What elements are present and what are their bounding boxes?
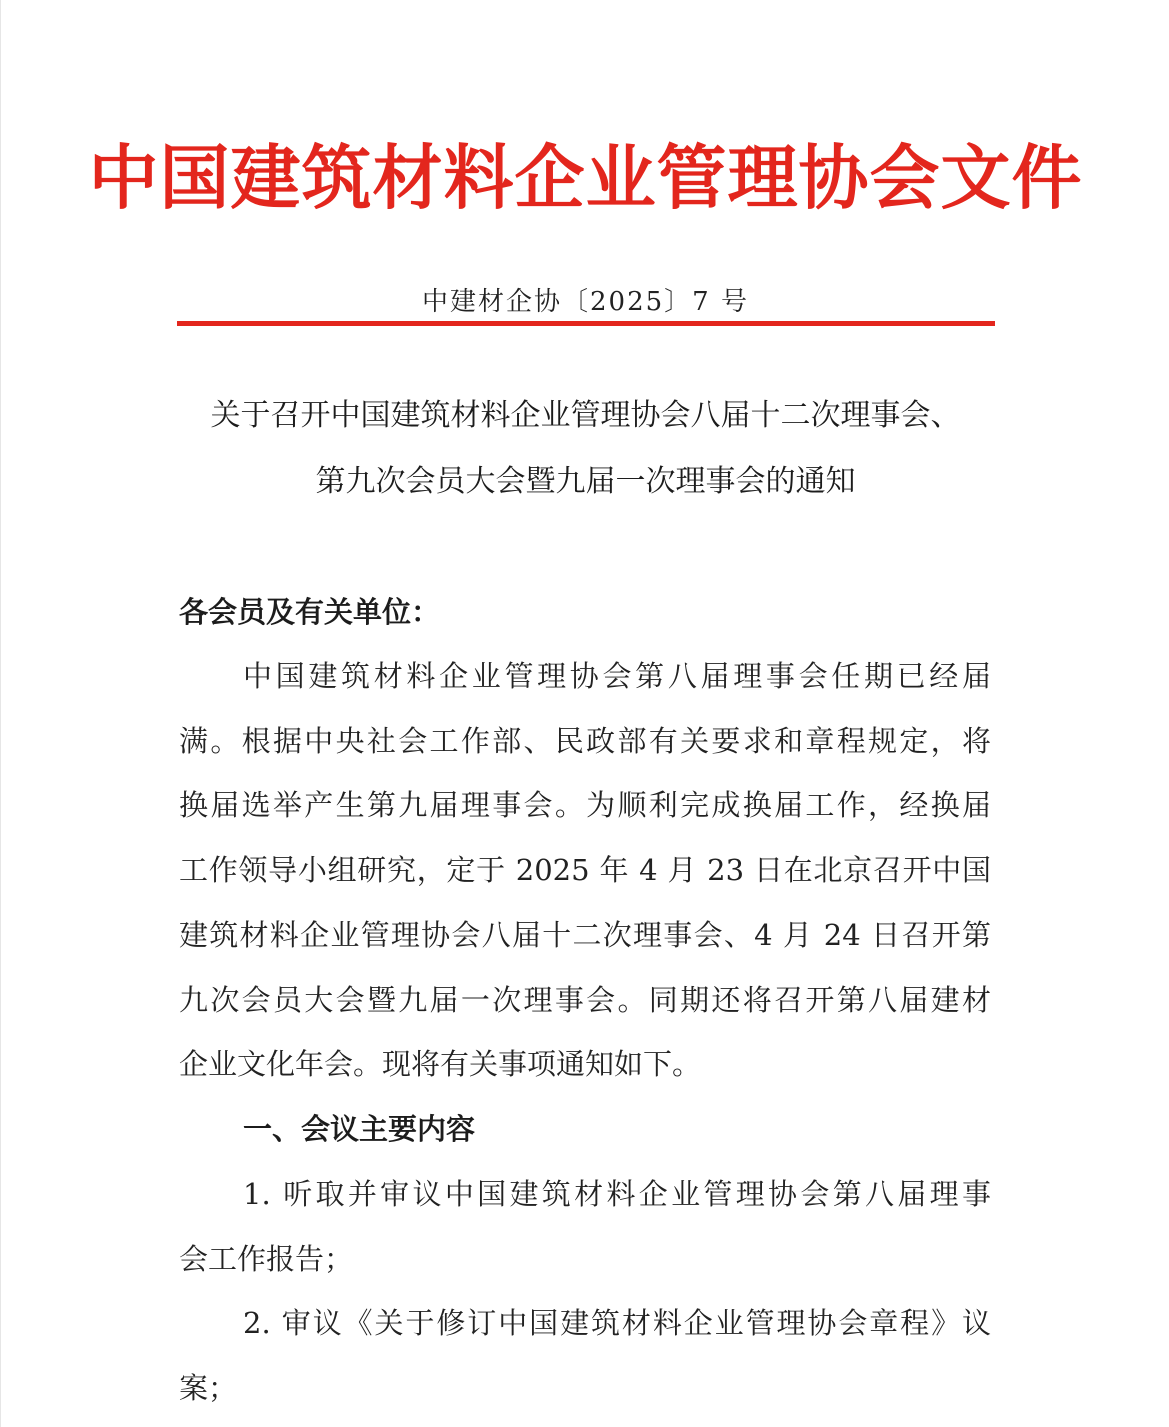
body-line: 中国建筑材料企业管理协会第八届理事会任期已经届 [243,659,991,693]
document-header-title: 中国建筑材料企业管理协会文件 [88,137,1083,219]
salutation: 各会员及有关单位： [179,595,441,629]
header-divider [177,321,995,326]
notice-subject-line-1: 关于召开中国建筑材料企业管理协会八届十二次理事会、 [210,398,961,433]
body-line: 九次会员大会暨九届一次理事会。同期还将召开第八届建材 [179,983,991,1017]
agenda-item-1-line-2: 会工作报告； [179,1242,354,1276]
section-heading: 一、会议主要内容 [243,1112,476,1146]
body-line: 企业文化年会。现将有关事项通知如下。 [179,1047,702,1081]
document-number: 中建材企协〔2025〕7 号 [422,287,749,317]
body-line: 工作领导小组研究，定于 2025 年 4 月 23 日在北京召开中国 [179,853,991,887]
agenda-item-2-line-1: 2. 审议《关于修订中国建筑材料企业管理协会章程》议 [243,1306,991,1340]
body-line: 换届选举产生第九届理事会。为顺利完成换届工作，经换届 [179,788,991,822]
agenda-item-2-line-2: 案； [179,1371,238,1405]
agenda-item-1-line-1: 1. 听取并审议中国建筑材料企业管理协会第八届理事 [243,1177,991,1211]
body-line: 建筑材料企业管理协会八届十二次理事会、4 月 24 日召开第 [179,918,991,952]
notice-subject-line-2: 第九次会员大会暨九届一次理事会的通知 [315,464,856,499]
body-line: 满。根据中央社会工作部、民政部有关要求和章程规定，将 [179,724,991,758]
